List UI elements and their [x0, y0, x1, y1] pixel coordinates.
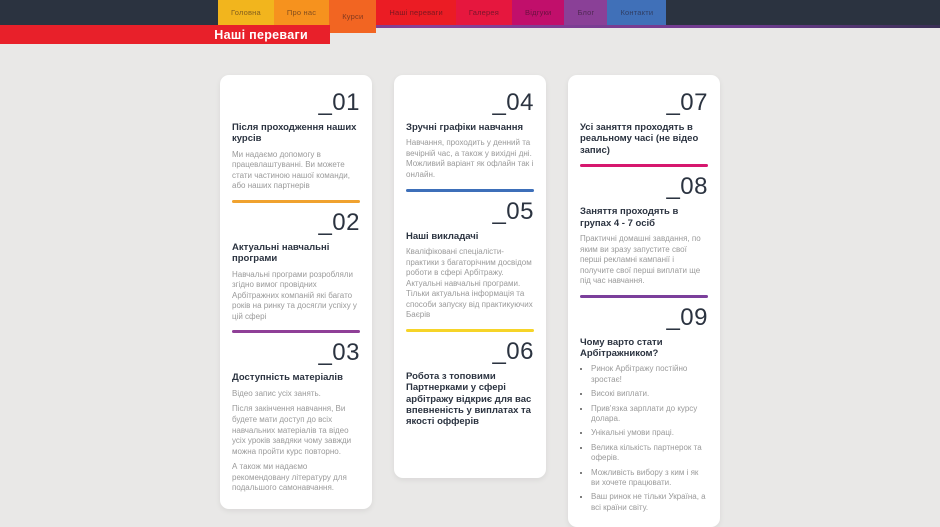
bullet-item: • Ринок Арбітражу постійно зростає!	[591, 364, 708, 385]
section-text: Після закінчення навчання, Ви будете мати доступ до всіх навчальних матеріалів та відео усіх уроків завдяки чому завжди можна пройти курс повторно.	[232, 404, 352, 456]
nav-tab-blog[interactable]: Блог	[564, 0, 607, 25]
section-title: Заняття проходять в групах 4 - 7 осіб	[580, 206, 679, 229]
section-divider	[580, 164, 708, 167]
section-title: Наші викладачі	[406, 230, 479, 242]
page-title: Наші переваги	[214, 27, 308, 42]
bullet-item: • Велика кількість партнерок та оферів.	[591, 443, 708, 464]
section-number: _06	[492, 337, 534, 365]
advantages-card-1	[220, 75, 372, 509]
section-title: Доступність матеріалів	[232, 372, 343, 384]
section-number: _08	[666, 173, 708, 201]
section-text: Навчання, проходить у денний та вечірній час, а також у вихідні дні. Можливий варіант як офлайн так і онлайн.	[406, 138, 534, 180]
bullet-item: • Можливість вибору з ким і як ви хочете працювати.	[591, 468, 708, 489]
section-divider	[406, 329, 534, 332]
nav-tab-home[interactable]: Головна	[218, 0, 274, 25]
section-number: _04	[492, 89, 534, 116]
section-title: Усі заняття проходять в реальному часі (не відео запис)	[580, 122, 699, 156]
nav-tab-about[interactable]: Про нас	[274, 0, 329, 25]
section-number: _09	[666, 303, 708, 331]
section-divider	[580, 295, 708, 298]
bullet-item: • Унікальні умови праці.	[591, 428, 708, 438]
section-title: Після проходження наших курсів	[232, 122, 357, 145]
nav-tab-reviews[interactable]: Відгуки	[512, 0, 564, 25]
section-number: _02	[318, 208, 360, 236]
section-title: Робота з топовими Партнерками у сфері арбітражу відкриє для вас впевненість у виплатах та якості офферів	[406, 370, 532, 428]
bullet-item: • Високі виплати.	[591, 389, 708, 399]
section-divider	[232, 200, 360, 203]
page-title-banner	[0, 25, 330, 44]
section-text: Ми надаємо допомогу в працевлаштуванні. Ви можете стати частиною нашої команди, або наших партнерів	[232, 149, 350, 191]
nav-tab-contacts[interactable]: Контакти	[607, 0, 666, 25]
section-text: Кваліфіковані спеціалісти-практики з багаторічним досвідом роботи в сфері Арбітражу. Актуальні навчальні програми. Тільки актуальна інформація та способи запуску від практикуючих Баєрів	[406, 246, 533, 320]
section-number: _01	[318, 89, 360, 116]
nav-tab-courses[interactable]: Курси	[329, 0, 376, 33]
section-text: Відео запис усіх занять.	[232, 388, 321, 398]
section-title: Чому варто стати Арбітражником?	[580, 336, 663, 360]
section-divider	[406, 189, 534, 192]
section-divider	[232, 330, 360, 333]
bullet-item: • Прив'язка зарплати до курсу долара.	[591, 404, 708, 425]
advantages-bullet-list	[580, 364, 708, 513]
advantages-card-2	[394, 75, 546, 478]
section-number: _07	[666, 89, 708, 116]
advantages-card-3	[568, 75, 720, 527]
section-text: Навчальні програми розробляли згідно вимог провідних Арбітражних компаній які багато років на ринку та досягли успіху у цій сфері	[232, 269, 357, 321]
section-number: _05	[492, 197, 534, 225]
section-number: _03	[318, 339, 360, 367]
section-text: Практичні домашні завдання, по яким ви зразу запустите свої перші рекламні кампанії і получите свої перші виплати ще під час навчання.	[580, 233, 701, 286]
section-title: Зручні графіки навчання	[406, 122, 523, 133]
section-title: Актуальні навчальні програми	[232, 241, 330, 265]
nav-tab-gallery[interactable]: Галерея	[456, 0, 512, 25]
nav-tab-advantages[interactable]: Наші переваги	[376, 0, 456, 25]
advantages-grid	[0, 75, 940, 527]
bullet-item: • Ваш ринок не тільки Україна, а всі країни світу.	[591, 492, 708, 513]
section-text: А також ми надаємо рекомендовану літературу для подальшого самонавчання.	[232, 462, 347, 493]
